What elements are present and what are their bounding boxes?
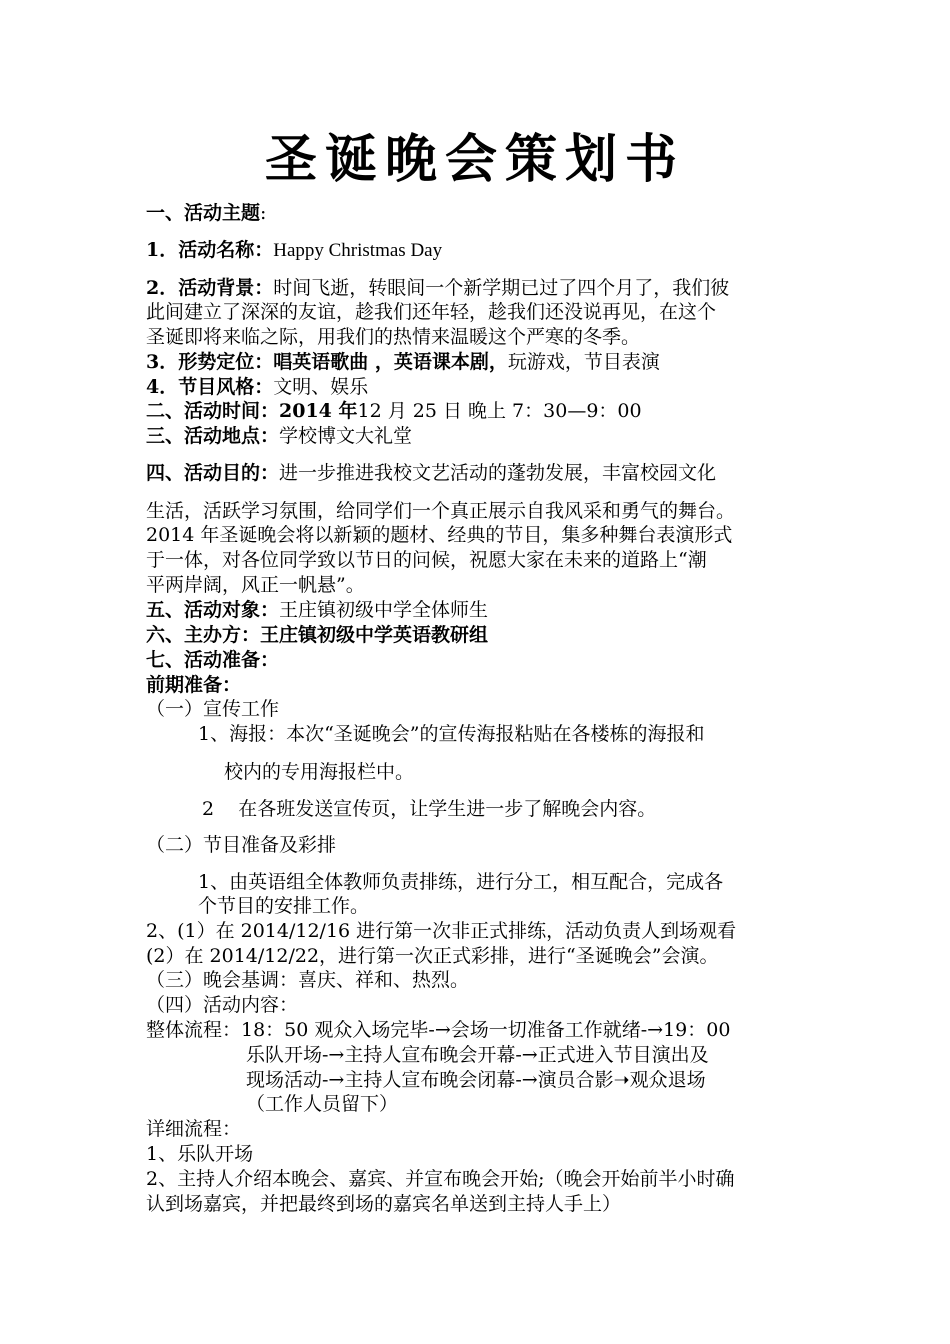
detailed-flow-item-2 [146, 1167, 735, 1191]
purpose-line-2 [146, 499, 735, 523]
publicity-heading [146, 697, 279, 721]
purpose-line-4 [146, 548, 707, 572]
body-text: （二）节目准备及彩排 [146, 834, 337, 856]
body-text: : [260, 202, 267, 224]
time-line [146, 399, 642, 423]
heading-text: 前期准备： [146, 674, 242, 696]
heading-text: 三、活动地点： [146, 425, 280, 447]
heading-text: 二、活动时间：2014 年 [146, 400, 358, 422]
section-theme-heading [146, 201, 266, 225]
body-text: 平两岸阔，风正一帆悬”。 [146, 574, 365, 596]
body-text: 2014 年圣诞晚会将以新颖的题材、经典的节目，集多种舞台表演形式 [146, 524, 733, 546]
rehearsal-heading [146, 833, 336, 857]
body-text: 此间建立了深深的友谊，趁我们还年轻，趁我们还没说再见，在这个 [146, 301, 717, 323]
purpose-line-3 [146, 523, 732, 547]
early-preparation-heading [146, 673, 241, 697]
body-text: 乐队开场-→主持人宣布晚会开幕-→正式进入节目演出及 [246, 1044, 709, 1066]
activity-name-line [146, 238, 442, 263]
body-text: 进一步推进我校文艺活动的蓬勃发展，丰富校园文化 [279, 462, 717, 484]
body-text: 详细流程： [146, 1118, 242, 1140]
body-text: Happy Christmas Day [273, 240, 443, 261]
heading-text: 七、活动准备： [146, 649, 280, 671]
overall-flow-line-1 [146, 1018, 730, 1042]
body-text: 生活，活跃学习氛围，给同学们一个真正展示自我风采和勇气的舞台。 [146, 500, 736, 522]
body-text: 时间飞逝，转眼间一个新学期已过了四个月了，我们彼 [273, 277, 730, 299]
detailed-flow-heading [146, 1117, 241, 1141]
location-line [146, 424, 412, 448]
document-title: 圣诞晚会策划书 [264, 129, 685, 190]
body-text: 校内的专用海报栏中。 [224, 761, 415, 783]
style-line [146, 375, 368, 399]
rehearsal-line-3 [146, 919, 736, 943]
purpose-line-5 [146, 573, 365, 597]
body-text: 2、(1）在 2014/12/16 进行第一次非正式排练，活动负责人到场观看 [146, 920, 737, 942]
body-text: 12 月 25 日 晚上 7：30—9：00 [357, 400, 642, 422]
body-text: 于一体，对各位同学致以节日的问候，祝愿大家在未来的道路上“潮 [146, 549, 707, 571]
body-text: 1、乐队开场 [146, 1143, 254, 1165]
flyer-line [202, 797, 656, 821]
body-text: 圣诞即将来临之际，用我们的热情来温暖这个严寒的冬季。 [146, 326, 641, 348]
rehearsal-line-4 [146, 944, 718, 968]
positioning-line [146, 350, 660, 374]
tone-line [146, 968, 469, 992]
body-text: 现场活动-→主持人宣布晚会闭幕-→演员合影➝观众退场 [246, 1069, 706, 1091]
overall-flow-line-4 [246, 1092, 398, 1116]
body-text: 文明、娱乐 [273, 376, 369, 398]
body-text: （一）宣传工作 [146, 698, 280, 720]
body-text: （三）晚会基调：喜庆、祥和、热烈。 [146, 969, 470, 991]
background-line-3 [146, 325, 640, 349]
audience-line [146, 598, 488, 622]
body-text: 1、海报：本次“圣诞晚会”的宣传海报粘贴在各楼栋的海报和 [198, 723, 705, 745]
poster-line-1 [198, 722, 705, 746]
body-text: 玩游戏，节目表演 [507, 351, 660, 373]
overall-flow-line-2 [246, 1043, 709, 1067]
body-text: （四）活动内容： [146, 994, 299, 1016]
heading-text: 四、活动目的： [146, 462, 280, 484]
preparation-heading [146, 648, 279, 672]
body-text: (2）在 2014/12/22，进行第一次正式彩排，进行“圣诞晚会”会演。 [146, 945, 719, 967]
poster-line-2 [224, 760, 414, 784]
body-text: 2 在各班发送宣传页，让学生进一步了解晚会内容。 [202, 798, 657, 820]
rehearsal-line-1 [198, 870, 723, 894]
body-text: （工作人员留下） [246, 1093, 399, 1115]
body-text: 1、由英语组全体教师负责排练，进行分工，相互配合，完成各 [198, 871, 724, 893]
heading-text: 一、活动主题 [146, 202, 261, 224]
heading-text: 六、主办方：王庄镇初级中学英语教研组 [146, 624, 489, 646]
purpose-line-1 [146, 461, 716, 485]
body-text: 整体流程：18：50 观众入场完毕-→会场一切准备工作就绪-→19：00 [146, 1019, 731, 1041]
heading-text: 2．活动背景： [146, 277, 274, 299]
background-line-2 [146, 300, 716, 324]
overall-flow-line-3 [246, 1068, 706, 1092]
detailed-flow-item-2-cont [146, 1192, 621, 1216]
rehearsal-line-2 [198, 894, 369, 918]
organizer-line [146, 623, 488, 647]
body-text: 认到场嘉宾，并把最终到场的嘉宾名单送到主持人手上） [146, 1193, 622, 1215]
heading-text: 1．活动名称： [146, 239, 274, 261]
body-text: 2、主持人介绍本晚会、嘉宾、并宣布晚会开始;（晚会开始前半小时确 [146, 1168, 735, 1190]
heading-text: 3．形势定位：唱英语歌曲 ，英语课本剧， [146, 351, 508, 373]
heading-text: 五、活动对象： [146, 599, 280, 621]
content-heading [146, 993, 298, 1017]
body-text: 个节目的安排工作。 [198, 895, 370, 917]
background-line-1 [146, 276, 729, 300]
detailed-flow-item-1 [146, 1142, 253, 1166]
body-text: 王庄镇初级中学全体师生 [279, 599, 489, 621]
heading-text: 4．节目风格： [146, 376, 274, 398]
body-text: 学校博文大礼堂 [279, 425, 413, 447]
